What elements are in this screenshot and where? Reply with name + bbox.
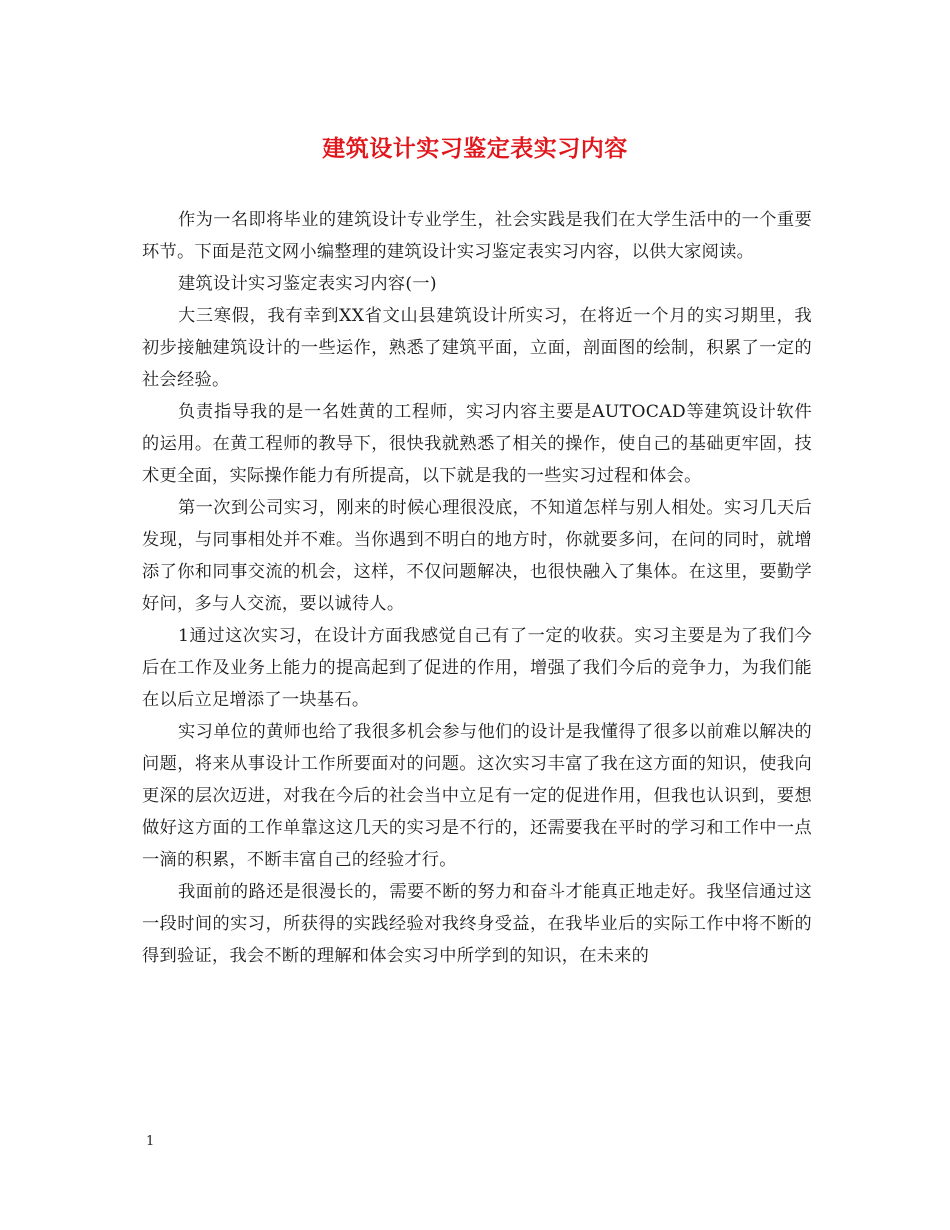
document-body: [142, 204, 812, 972]
document-title: 建筑设计实习鉴定表实习内容: [322, 135, 628, 162]
paragraph-mentor: 实习单位的黄师也给了我很多机会参与他们的设计是我懂得了很多以前难以解决的问题，将来从事设计工作所要面对的问题。这次实习丰富了我在这方面的知识，使我向更深的层次迈进，对我在今后的社会当中立足有一定的促进作用，但我也认识到，要想做好这方面的工作单靠这这几天的实习是不行的，还需要我在平时的学习和工作中一点一滴的积累，不断丰富自己的经验才行。: [142, 722, 812, 870]
paragraph-first-day: 第一次到公司实习，刚来的时候心理很没底，不知道怎样与别人相处。实习几天后发现，与同事相处并不难。当你遇到不明白的地方时，你就要多问，在问的同时，就增添了你和同事交流的机会，这样，不仅问题解决，也很快融入了集体。在这里，要勤学好问，多与人交流，要以诚待人。: [142, 498, 812, 614]
section-heading: 建筑设计实习鉴定表实习内容(一): [178, 274, 437, 294]
page-number: 1: [146, 1134, 155, 1149]
paragraph-gains: 1通过这次实习，在设计方面我感觉自己有了一定的收获。实习主要是为了我们今后在工作及业务上能力的提高起到了促进的作用，增强了我们今后的竞争力，为我们能在以后立足增添了一块基石。: [142, 626, 812, 710]
paragraph-intro: 作为一名即将毕业的建筑设计专业学生，社会实践是我们在大学生活中的一个重要环节。下面是范文网小编整理的建筑设计实习鉴定表实习内容，以供大家阅读。: [142, 210, 812, 262]
paragraph-supervisor: 负责指导我的是一名姓黄的工程师，实习内容主要是AUTOCAD等建筑设计软件的运用。在黄工程师的教导下，很快我就熟悉了相关的操作，使自己的基础更牢固，技术更全面，实际操作能力有所提高，以下就是我的一些实习过程和体会。: [142, 402, 812, 486]
paragraph-future: 我面前的路还是很漫长的，需要不断的努力和奋斗才能真正地走好。我坚信通过这一段时间的实习，所获得的实践经验对我终身受益，在我毕业后的实际工作中将不断的得到验证，我会不断的理解和体会实习中所学到的知识，在未来的: [142, 882, 812, 966]
paragraph-internship-location: 大三寒假，我有幸到XX省文山县建筑设计所实习，在将近一个月的实习期里，我初步接触建筑设计的一些运作，熟悉了建筑平面，立面，剖面图的绘制，积累了一定的社会经验。: [142, 306, 812, 390]
